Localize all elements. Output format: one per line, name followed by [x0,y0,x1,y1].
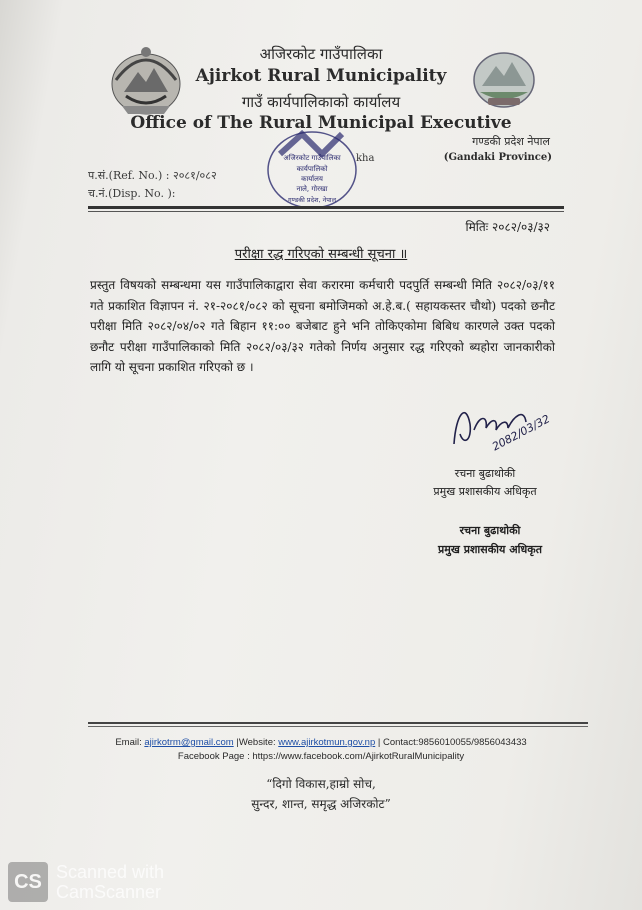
stamp-line-3: कार्यालय [301,175,323,183]
notice-subject-text: परीक्षा रद्ध गरिएको सम्बन्धी सूचना ॥ [234,247,408,262]
province-ne: गण्डकी प्रदेश नेपाल [472,135,550,148]
signatory-name-2: रचना बुढाथोकी [459,524,521,537]
stamp-line-1: अजिरकोट गाउँपालिका [283,154,341,162]
handwritten-signature [446,394,556,458]
watermark-line-1: Scanned with [56,862,165,882]
stamp-side-text: kha [356,153,375,164]
watermark-line-2: CamScanner [56,882,162,902]
footer-divider [88,722,588,724]
website-label: |Website: [233,737,279,748]
stamp-line-4: नाले, गोरखा [296,185,328,193]
signatory-name-1: रचना बुढाथोकी [454,467,516,480]
website-link[interactable]: www.ajirkotmun.gov.np [278,737,376,748]
stamp-line-5: गण्डकी प्रदेश, नेपाल [287,196,337,204]
notice-date: मितिः २०८२/०३/३२ [465,220,550,234]
email-label: Email: [115,737,145,748]
header-title-ne: अजिरकोट गाउँपालिका [259,45,383,63]
slogan-line-2: सुन्दर, शान्त, समृद्ध अजिरकोट” [251,797,391,811]
facebook-line: Facebook Page : https://www.facebook.com/AjirkotRuralMunicipality [177,751,465,762]
footer-divider-thin [88,726,588,727]
footer-contact-line [0,737,642,748]
header-office-ne: गाउँ कार्यपालिकाको कार्यालय [241,93,401,111]
disp-number: च.नं.(Disp. No. ): [88,187,176,200]
official-stamp [262,124,366,212]
header-title-en: Ajirkot Rural Municipality [195,66,447,86]
stamp-line-2: कार्यपालिको [296,165,328,173]
header-office-en: Office of The Rural Municipal Executive [130,113,512,133]
signature-date: 2082/03/32 [489,412,553,454]
signature-block-1 [420,466,550,499]
ref-number: प.सं.(Ref. No.) : २०८१/०८२ [88,169,217,182]
camscanner-logo-icon: CS [8,862,48,902]
signatory-title-1: प्रमुख प्रशासकीय अधिकृत [433,485,537,498]
province-en: (Gandaki Province) [443,152,552,163]
email-link[interactable]: ajirkotrm@gmail.com [144,737,234,748]
signatory-title-2: प्रमुख प्रशासकीय अधिकृत [438,543,542,556]
header-divider-thin [88,211,564,212]
header-divider [88,206,564,209]
signature-block-2 [420,523,560,557]
slogan-line-1: “दिगो विकास,हाम्रो सोच, [266,777,376,791]
notice-body: प्रस्तुत विषयको सम्बन्धमा यस गाउँपालिकाद्वारा सेवा करारमा कर्मचारी पदपुर्ति सम्बन्धी मिति २०८२/०३/११ गते प्रकाशित विज्ञापन नं. २१-२०८१/०८२ को सूचना बमोजिमको अ.हे.ब.( सहायकस्तर चौथो) पदको छनौट परीक्षा मिति २०८२/०४/०२ गते बिहान ११:०० बजेबाट हुने भनि तोकिएकोमा बिबिध कारणले उक्त पदको छनौट परीक्षा गाउँपालिकाको मिति २०८२/०३/३२ गतेको निर्णय अनुसार रद्ध गरिएको ब्यहोरा जानकारीको लागि यो सूचना प्रकाशित गरिएको छ । [90,278,555,374]
contact-text: | Contact:9856010055/9856043433 [375,737,527,748]
notice-subject [0,244,642,262]
